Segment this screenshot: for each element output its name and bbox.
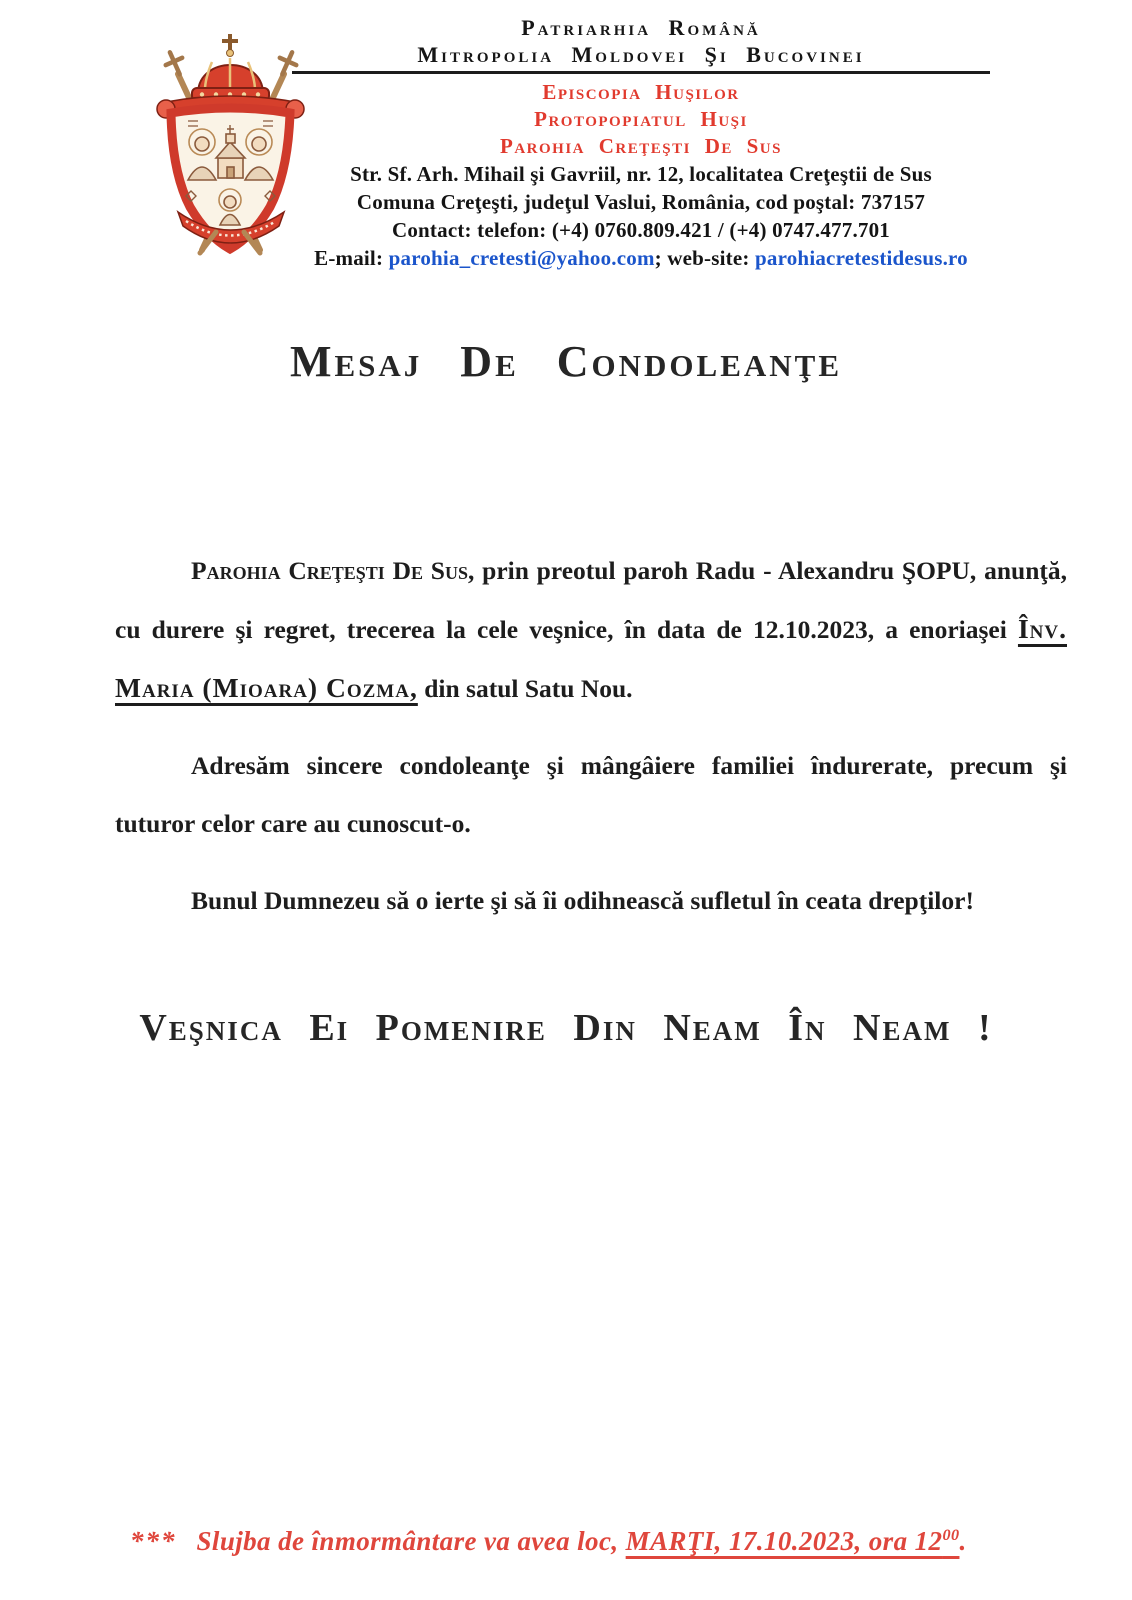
email-line (292, 244, 990, 272)
paragraph-prayer: Bunul Dumnezeu să o ierte şi să îi odihnească sufletul în ceata drepţilor! (191, 886, 974, 915)
header-divider (292, 71, 990, 74)
deceased-name: Înv. Maria (Mioara) Cozma, (115, 613, 1067, 703)
crown-icon (192, 34, 269, 101)
parish-line: Parohia Creţeşti De Sus (500, 134, 782, 158)
document-title: Mesaj De Condoleanţe (289, 337, 843, 386)
street-address-line: Str. Sf. Arh. Mihail şi Gavriil, nr. 12, localitatea Creţeştii de Sus (350, 162, 932, 186)
diocese-line: Episcopia Huşilor (542, 80, 740, 104)
email-link[interactable]: parohia_cretesti@yahoo.com (388, 246, 655, 270)
deanery-line: Protopopiatul Huşi (534, 107, 748, 131)
announcement-text: , prin preotul paroh Radu - Alexandru ŞOPU, anunţă, cu durere şi regret, trecerea la cele veşnice, în data de 12.10.2023, a enoriaşei (115, 556, 1067, 644)
note-period: . (959, 1526, 967, 1556)
contact-line: Contact: telefon: (+4) 0760.809.421 / (+4) 0747.477.701 (391, 218, 891, 242)
metropolis-line: Mitropolia Moldovei Şi Bucovinei (417, 42, 865, 67)
letter-body (115, 542, 1067, 930)
letterhead (292, 14, 990, 272)
commune-address-line: Comuna Creţeşti, judeţul Vaslui, România, cod poştal: 737157 (356, 190, 926, 214)
paragraph-condolences: Adresăm sincere condoleanţe şi mângâiere familiei îndurerate, precum şi tuturor celor care au cunoscut-o. (115, 751, 1067, 838)
parish-name-smallcaps: Parohia Creţeşti De Sus (191, 556, 468, 585)
patriarchy-line: Patriarhia Română (521, 15, 761, 40)
village-text: din satul Satu Nou. (417, 674, 633, 703)
funeral-date-underlined (626, 1526, 960, 1556)
closing-line: Veşnica Ei Pomenire Din Neam În Neam ! (139, 1007, 993, 1049)
website-label: ; web-site: (654, 246, 756, 270)
paragraph-announcement (115, 542, 1067, 718)
asterisks: *** (130, 1526, 177, 1556)
funeral-date: MARŢI, 17.10.2023, ora 12 (625, 1526, 943, 1556)
email-label: E-mail: (314, 246, 389, 270)
funeral-hour-superscript: 00 (942, 1526, 960, 1544)
website-link[interactable]: parohiacretestidesus.ro (755, 246, 968, 270)
funeral-service-note (130, 1526, 1070, 1557)
funeral-note-text: Slujba de înmormântare va avea loc, (196, 1526, 626, 1556)
